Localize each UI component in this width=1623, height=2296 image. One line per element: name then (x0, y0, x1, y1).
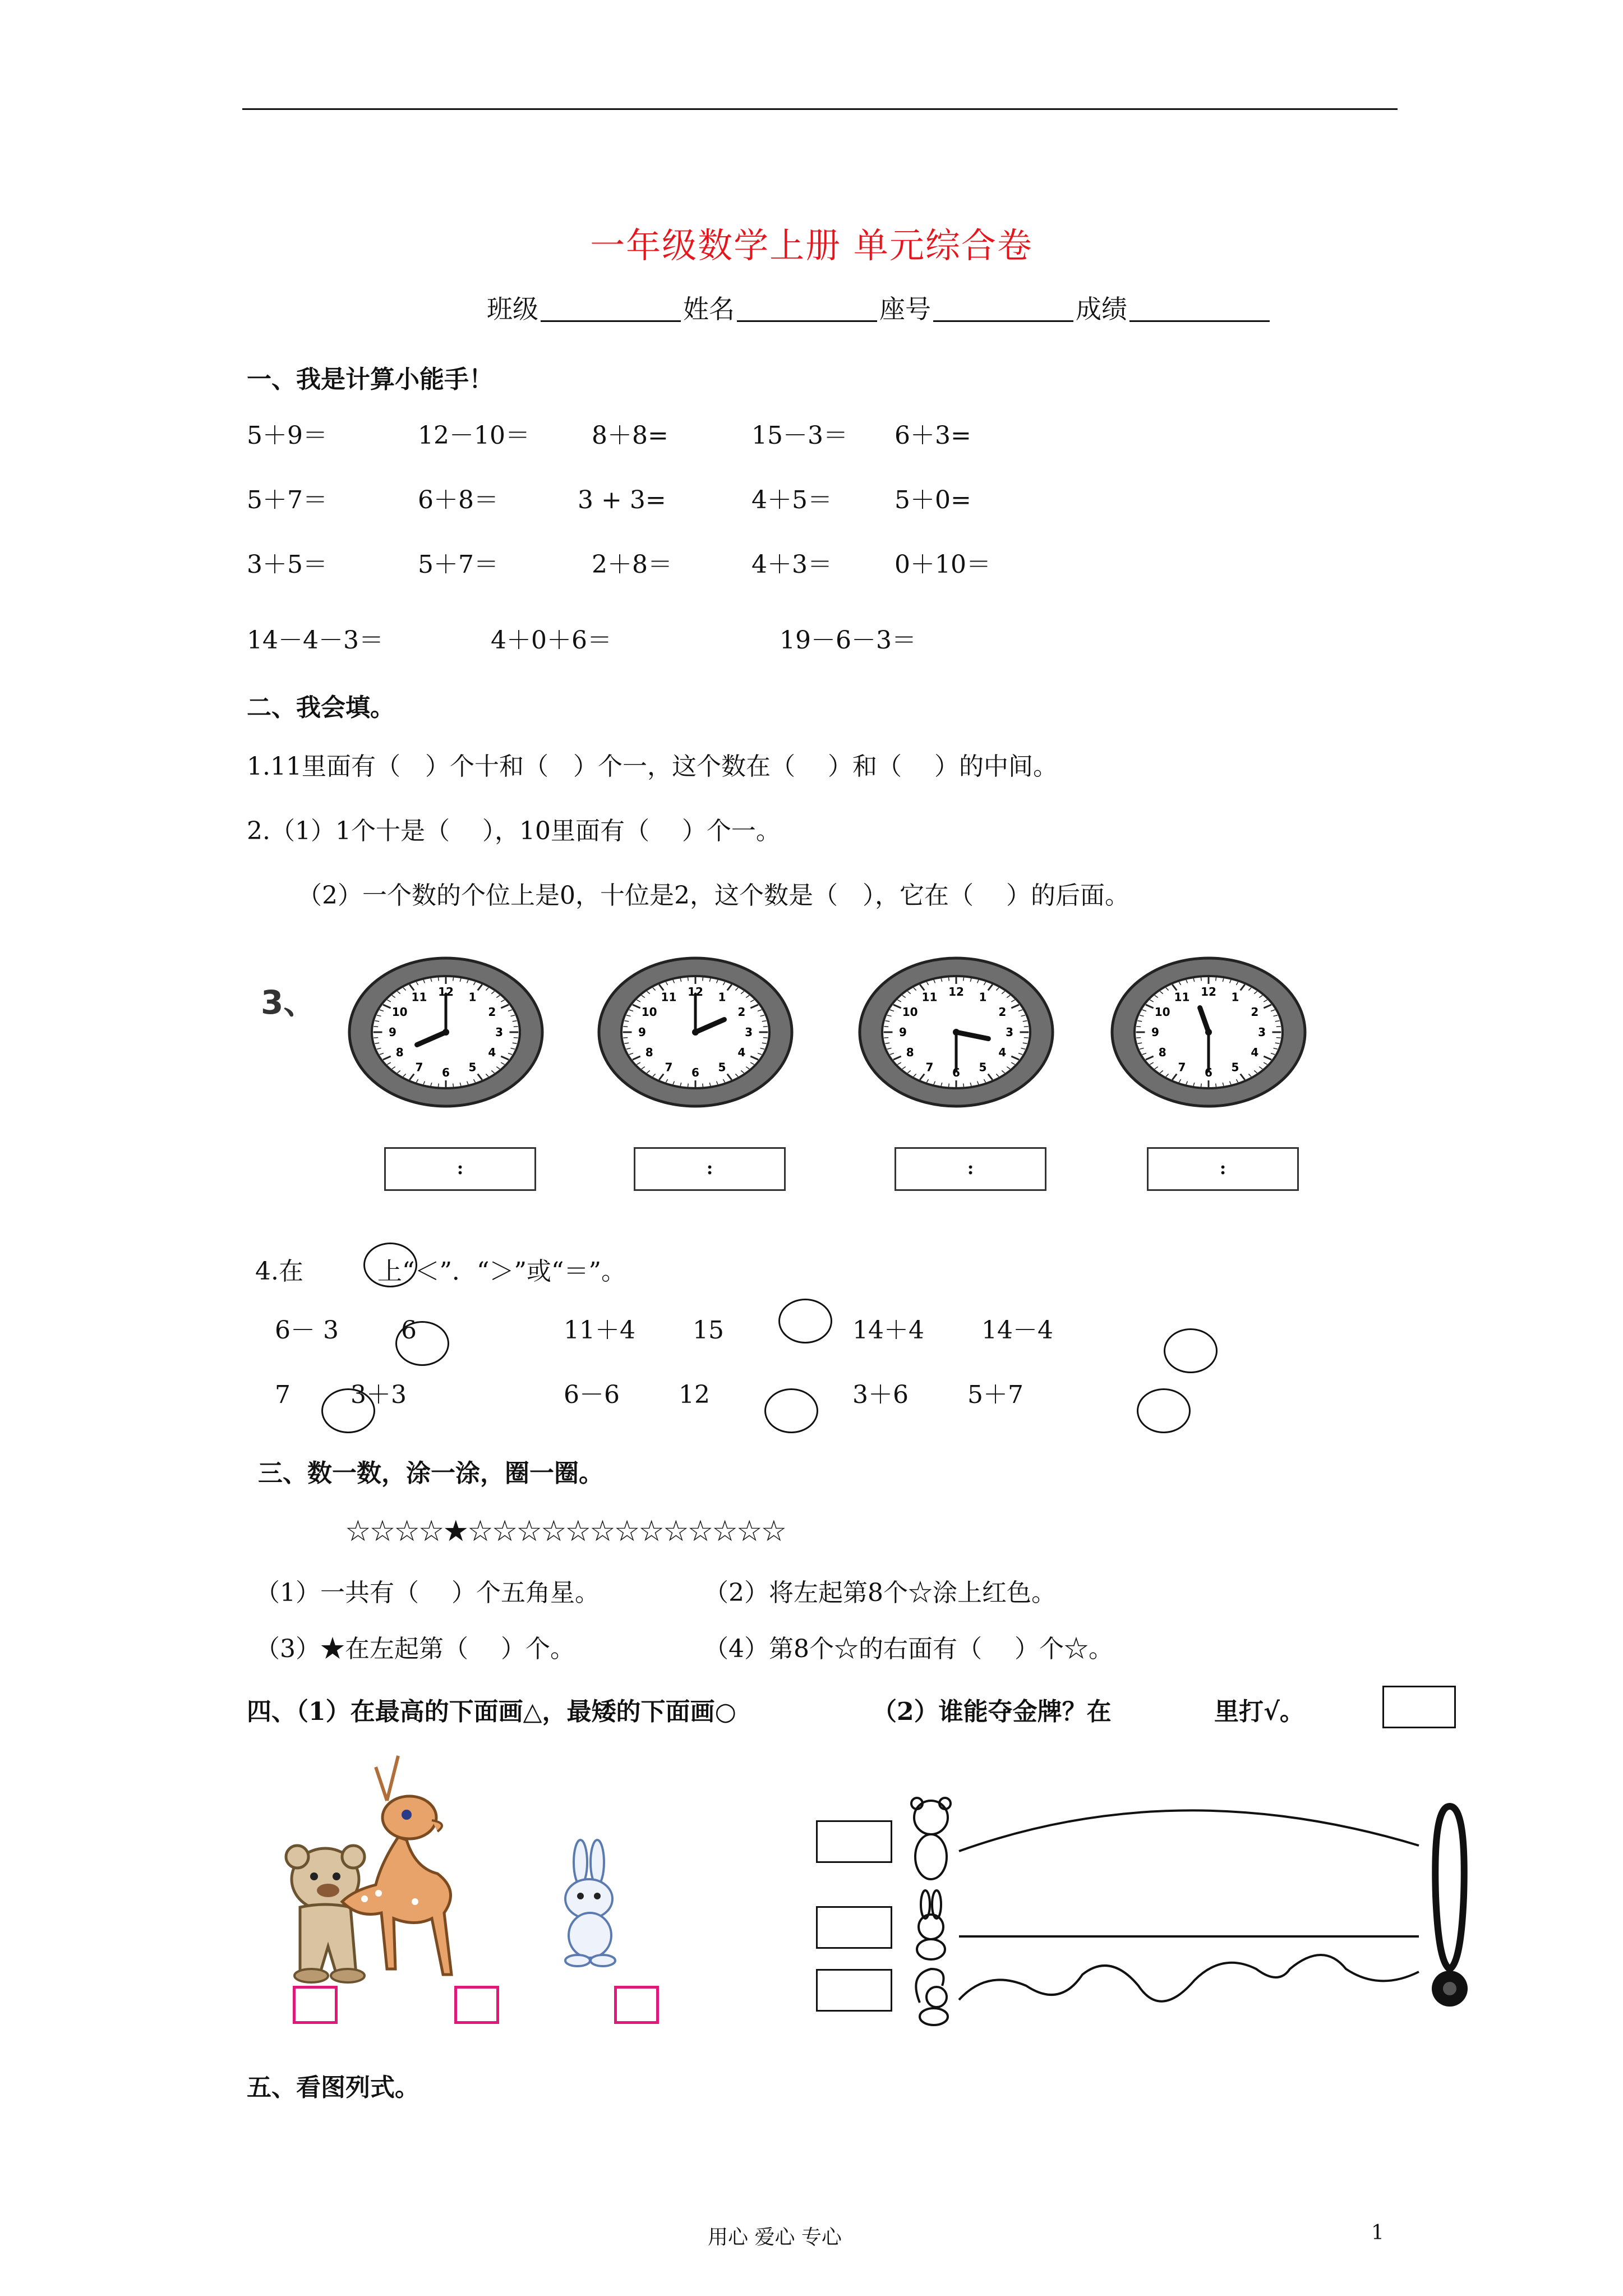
section5-heading: 五、看图列式。 (247, 2073, 419, 2102)
answer-box-bear[interactable] (293, 1986, 338, 2024)
answer-box-deer[interactable] (454, 1986, 499, 2024)
clock-number: 6 (442, 1066, 450, 1079)
compare-circle[interactable] (395, 1321, 449, 1366)
small-rabbit-icon (917, 1890, 945, 1959)
compare-term: 5＋7 (967, 1381, 1023, 1409)
compare-term: 6 (401, 1316, 417, 1345)
clock-number: 1 (979, 990, 987, 1004)
compare-term: 3＋3 (351, 1381, 407, 1409)
squirrel-icon (916, 1969, 948, 2025)
section2-heading: 二、我会填。 (247, 693, 395, 722)
student-info-line (487, 296, 1272, 322)
calc-item: 2＋8＝ (592, 550, 672, 579)
name-blank[interactable] (737, 298, 877, 322)
clock-center (1205, 1029, 1212, 1036)
page-title: 一年级数学上册 单元综合卷 (590, 225, 1033, 266)
compare-circle[interactable] (1137, 1388, 1191, 1433)
clock-number: 3 (495, 1025, 504, 1039)
compare-circle[interactable] (1164, 1328, 1218, 1373)
clock-number: 2 (998, 1005, 1007, 1019)
score-label: 成绩 (1076, 294, 1127, 324)
section4-heading-c: 里打√。 (1214, 1697, 1304, 1726)
clock-tick (453, 1083, 454, 1087)
clock-number: 1 (1231, 990, 1239, 1004)
score-blank[interactable] (1129, 298, 1270, 322)
clock-number: 6 (691, 1066, 699, 1079)
clock-number: 10 (391, 1005, 408, 1019)
clock-number: 12 (948, 985, 964, 999)
fill-question-1: 1.11里面有（ ）个十和（ ）个一，这个数在（ ）和（ ）的中间。 (247, 752, 1058, 781)
bear-icon (286, 1846, 365, 1982)
clock-number: 2 (488, 1005, 496, 1019)
clock-number: 4 (488, 1046, 496, 1059)
calc-item: 6＋8＝ (418, 486, 499, 514)
clock-number: 12 (438, 985, 454, 999)
answer-box-rabbit[interactable] (614, 1986, 659, 2024)
clock-number: 8 (645, 1046, 653, 1059)
seat-blank[interactable] (933, 298, 1073, 322)
clock-number: 5 (1231, 1060, 1239, 1074)
star-question-2: （2）将左起第8个☆涂上红色。 (704, 1579, 1056, 1607)
fill-question-2a: 2.（1）1个十是（ ），10里面有（ ）个一。 (247, 817, 781, 845)
compare-term: 15 (693, 1316, 724, 1345)
star-question-1: （1）一共有（ ）个五角星。 (255, 1579, 600, 1607)
clock-number: 3 (1258, 1025, 1266, 1039)
rabbit-icon (565, 1840, 615, 1966)
clock-number: 10 (1154, 1005, 1170, 1019)
clock-number: 8 (1158, 1046, 1166, 1059)
section3-heading: 三、数一数，涂一涂，圈一圈。 (258, 1459, 603, 1488)
compare-circle[interactable] (363, 1243, 417, 1287)
star-question-3: （3）★在左起第（ ）个。 (255, 1635, 575, 1663)
seat-label: 座号 (879, 294, 931, 324)
clock-number: 4 (998, 1046, 1007, 1059)
compare-term: 6－6 (564, 1381, 620, 1409)
clock-number: 11 (1174, 990, 1190, 1004)
compare-circle[interactable] (321, 1388, 375, 1433)
clock-number: 9 (638, 1025, 646, 1039)
clock-center (442, 1029, 449, 1036)
star-row: ☆☆☆☆★☆☆☆☆☆☆☆☆☆☆☆☆☆ (345, 1515, 786, 1548)
example-check-box (1382, 1686, 1456, 1728)
calc-item: 3＋5＝ (247, 550, 328, 579)
clock-number: 12 (1201, 985, 1216, 999)
clock-number: 1 (718, 990, 726, 1004)
clock-tick (438, 1083, 439, 1087)
calc-item: 5＋9＝ (247, 421, 328, 450)
class-blank[interactable] (541, 298, 681, 322)
clock-number: 10 (902, 1005, 918, 1019)
question-3-label: 3、 (261, 983, 316, 1022)
clock-face (1108, 954, 1310, 1111)
clock-number: 7 (665, 1060, 673, 1074)
compare-term: 14＋4 (852, 1316, 924, 1345)
race-check-box-squirrel[interactable] (816, 1969, 892, 2012)
compare-term: 6－ 3 (275, 1316, 339, 1345)
clock-number: 3 (745, 1025, 753, 1039)
calc-item: 6＋3= (895, 421, 971, 450)
fill-question-2b: （2）一个数的个位上是0，十位是2，这个数是（ ），它在（ ）的后面。 (297, 881, 1129, 910)
clock-number: 2 (737, 1005, 746, 1019)
calc-item: 5＋0= (895, 486, 971, 514)
compare-term: 11＋4 (564, 1316, 635, 1345)
medal-icon (1432, 1806, 1468, 2007)
race-track-picture (897, 1784, 1486, 2042)
calc-item: 4＋3＝ (751, 550, 832, 579)
time-answer-box[interactable]: : (384, 1147, 536, 1191)
section4-heading-a: 四、（1）在最高的下面画△，最矮的下面画○ (247, 1697, 736, 1726)
clock-number: 4 (737, 1046, 746, 1059)
star-question-4: （4）第8个☆的右面有（ ）个☆。 (704, 1635, 1113, 1663)
footer-motto: 用心 爱心 专心 (708, 2226, 842, 2249)
calc-item: 0＋10＝ (895, 550, 991, 579)
clock-number: 7 (925, 1060, 934, 1074)
clock-number: 3 (1006, 1025, 1014, 1039)
calc-item: 3 + 3= (578, 486, 666, 514)
clock-face (855, 954, 1057, 1111)
name-label: 姓名 (683, 294, 735, 324)
calc-item: 4＋0＋6＝ (491, 626, 612, 655)
clock-number: 6 (1205, 1066, 1212, 1079)
clock-tick (963, 1083, 964, 1087)
clock-center (692, 1029, 699, 1036)
clock-number: 8 (906, 1046, 914, 1059)
clock-tick (948, 1083, 949, 1087)
compare-instruction: 4.在 上“＜”．“＞”或“＝”。 (255, 1257, 626, 1286)
time-answer-box[interactable]: : (895, 1147, 1046, 1191)
clock-number: 9 (1151, 1025, 1159, 1039)
calc-item: 12－10＝ (418, 421, 530, 450)
clock-number: 11 (921, 990, 938, 1004)
compare-circle[interactable] (778, 1299, 832, 1343)
class-label: 班级 (487, 294, 538, 324)
compare-term: 3＋6 (852, 1381, 909, 1409)
calc-item: 15－3＝ (751, 421, 848, 450)
clock-number: 10 (641, 1005, 657, 1019)
clock-number: 1 (468, 990, 477, 1004)
clock-number: 2 (1251, 1005, 1259, 1019)
section4-heading-b: （2）谁能夺金牌？在 (872, 1697, 1112, 1726)
race-check-box-bear[interactable] (816, 1820, 892, 1863)
compare-term: 12 (679, 1381, 710, 1409)
calc-item: 19－6－3＝ (780, 626, 916, 655)
clock-number: 9 (898, 1025, 907, 1039)
clock-number: 7 (415, 1060, 423, 1074)
clock-face (594, 954, 796, 1111)
compare-term: 14－4 (981, 1316, 1053, 1345)
top-rule (242, 108, 1398, 110)
section1-heading: 一、我是计算小能手！ (247, 365, 494, 394)
calc-item: 14－4－3＝ (247, 626, 384, 655)
calc-item: 8＋8= (592, 421, 668, 450)
compare-circle[interactable] (764, 1388, 818, 1433)
race-check-box-rabbit[interactable] (816, 1906, 892, 1949)
clock-face (345, 954, 547, 1111)
clock-tick (438, 978, 439, 981)
page-number: 1 (1371, 2221, 1384, 2244)
time-answer-box[interactable]: : (634, 1147, 786, 1191)
clock-number: 4 (1251, 1046, 1259, 1059)
clock-number: 9 (388, 1025, 396, 1039)
clock-tick (453, 978, 454, 981)
clock-number: 7 (1178, 1060, 1186, 1074)
calc-item: 4＋5＝ (751, 486, 832, 514)
time-answer-box[interactable]: : (1147, 1147, 1299, 1191)
calc-item: 5＋7＝ (418, 550, 499, 579)
clock-number: 5 (468, 1060, 477, 1074)
clock-tick (963, 978, 964, 981)
small-bear-icon (911, 1798, 951, 1879)
clock-center (953, 1029, 960, 1036)
clock-number: 11 (661, 990, 677, 1004)
clock-number: 5 (718, 1060, 726, 1074)
clock-number: 8 (395, 1046, 404, 1059)
compare-term: 7 (275, 1381, 291, 1409)
clock-tick (948, 978, 949, 981)
calc-item: 5＋7＝ (247, 486, 328, 514)
clock-number: 6 (952, 1066, 960, 1079)
clock-number: 11 (411, 990, 427, 1004)
clock-number: 12 (688, 985, 703, 999)
clock-number: 5 (979, 1060, 987, 1074)
